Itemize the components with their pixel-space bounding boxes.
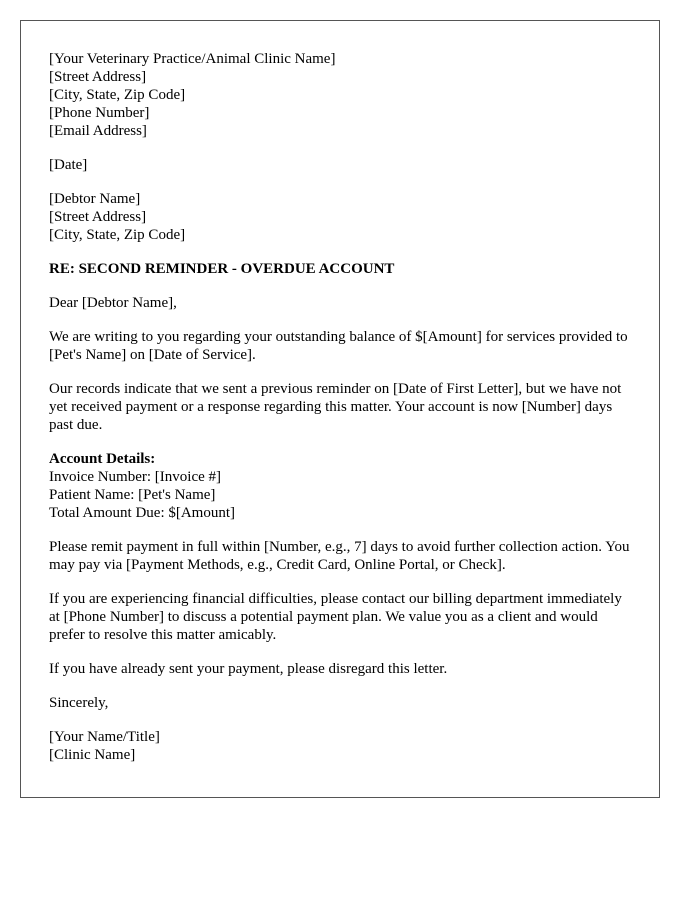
letter-page <box>20 20 660 798</box>
salutation: Dear [Debtor Name], <box>49 295 177 311</box>
date-text: [Date] <box>49 157 88 173</box>
total-amount-due: Total Amount Due: $[Amount] <box>49 505 236 521</box>
account-details-heading: Account Details: <box>49 451 156 467</box>
letter-date <box>49 156 631 174</box>
subject-line: RE: SECOND REMINDER - OVERDUE ACCOUNT <box>49 261 395 277</box>
sender-address <box>49 50 631 140</box>
body-paragraph-1: We are writing to you regarding your outstanding balance of $[Amount] for services provided to [Pet's Name] on [Date of Service]. <box>49 329 628 363</box>
account-details <box>49 450 631 522</box>
recipient-address <box>49 190 631 244</box>
signature-clinic: [Clinic Name] <box>49 747 136 763</box>
body-paragraph-5: If you have already sent your payment, please disregard this letter. <box>49 661 448 677</box>
sender-practice-name: [Your Veterinary Practice/Animal Clinic Name] <box>49 51 336 67</box>
recipient-city-state-zip: [City, State, Zip Code] <box>49 227 186 243</box>
body-paragraph-3: Please remit payment in full within [Number, e.g., 7] days to avoid further collection action. You may pay via [Payment Methods, e.g., Credit Card, Online Portal, or Check]. <box>49 539 630 573</box>
body-paragraph-4: If you are experiencing financial difficulties, please contact our billing department immediately at [Phone Number] to discuss a potential payment plan. We value you as a client and would prefer to resolve this matter amicably. <box>49 591 622 643</box>
patient-name: Patient Name: [Pet's Name] <box>49 487 216 503</box>
sender-city-state-zip: [City, State, Zip Code] <box>49 87 186 103</box>
sender-street: [Street Address] <box>49 69 147 85</box>
invoice-number: Invoice Number: [Invoice #] <box>49 469 222 485</box>
body-paragraph-2: Our records indicate that we sent a previous reminder on [Date of First Letter], but we have not yet received payment or a response regarding this matter. Your account is now [Number] days past due. <box>49 381 622 433</box>
closing: Sincerely, <box>49 695 109 711</box>
recipient-street: [Street Address] <box>49 209 147 225</box>
recipient-name: [Debtor Name] <box>49 191 141 207</box>
signature-block <box>49 728 631 764</box>
sender-email: [Email Address] <box>49 123 147 139</box>
sender-phone: [Phone Number] <box>49 105 150 121</box>
signature-name-title: [Your Name/Title] <box>49 729 160 745</box>
